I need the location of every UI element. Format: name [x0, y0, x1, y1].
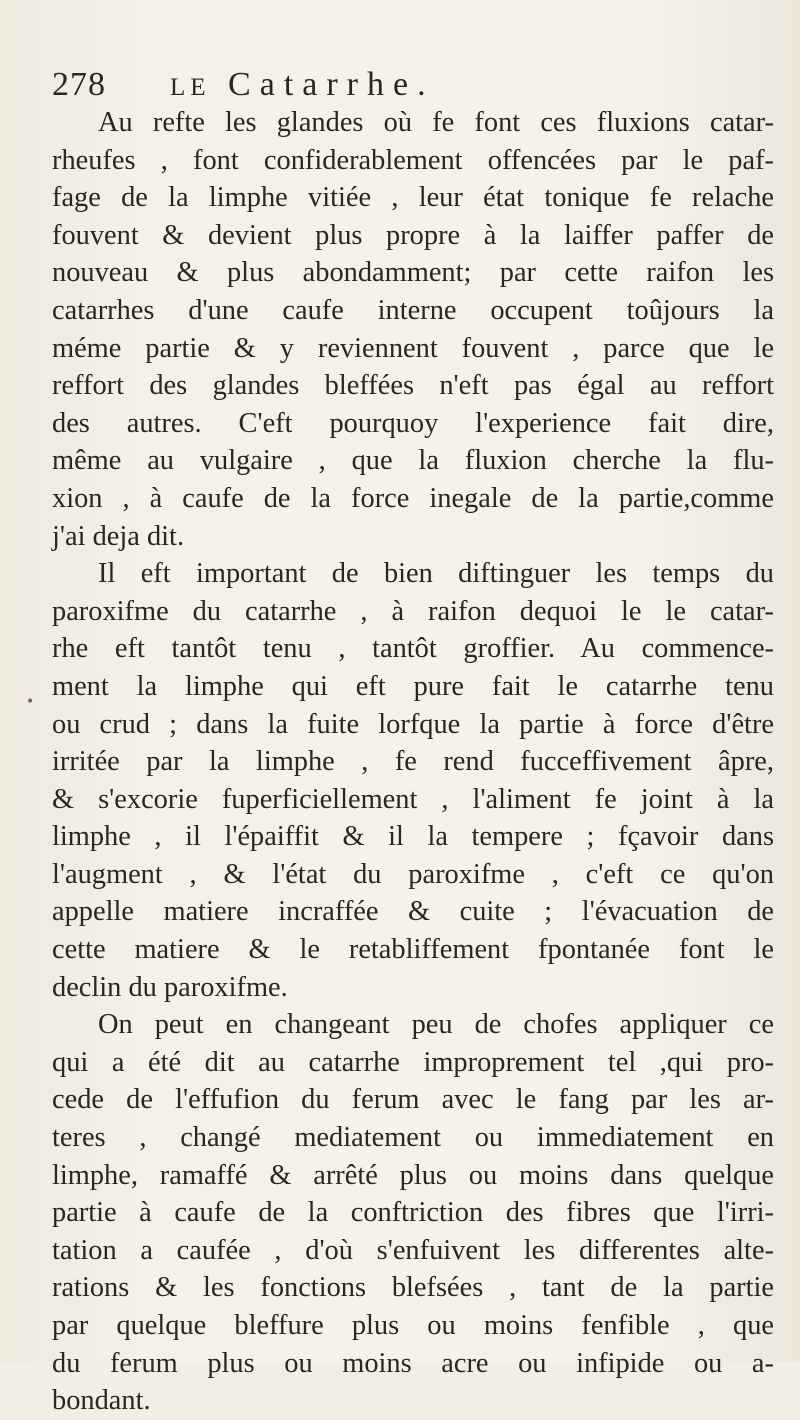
text-line: même au vulgaire , que la fluxion cherche la flu- — [52, 445, 774, 477]
text-line: xion , à caufe de la force inegale de la partie,comme — [52, 482, 774, 514]
text-line: ment la limphe qui eft pure fait le catarrhe tenu — [52, 670, 774, 702]
text-line: Il eft important de bien diftinguer les temps du — [98, 558, 774, 590]
text-line: bondant. — [52, 1385, 151, 1417]
text-line: nouveau & plus abondamment; par cette raifon les — [52, 257, 774, 289]
margin-dot: • — [26, 694, 35, 710]
paragraph-1 — [52, 104, 774, 555]
text-line: l'augment , & l'état du paroxifme , c'eft ce qu'on — [52, 858, 774, 890]
text-line: declin du paroxifme. — [52, 971, 288, 1003]
running-head — [170, 66, 435, 104]
text-line: fage de la limphe vitiée , leur état tonique fe relache — [52, 182, 774, 214]
text-line: rations & les fonctions blefsées , tant de la partie — [52, 1272, 774, 1304]
text-line: qui a été dit au catarrhe improprement tel ,qui pro- — [52, 1046, 774, 1078]
text-line: limphe, ramaffé & arrêté plus ou moins dans quelque — [52, 1159, 774, 1191]
text-line: rheufes , font confiderablement offencées par le paf- — [52, 144, 774, 176]
page-number: 278 — [52, 66, 106, 103]
paragraph-3 — [52, 1006, 774, 1420]
text-line: reffort des glandes bleffées n'eft pas égal au reffort — [52, 370, 774, 402]
text-line: partie à caufe de la conftriction des fibres que l'irri- — [52, 1197, 774, 1229]
text-line: appelle matiere incraffée & cuite ; l'évacuation de — [52, 896, 774, 928]
running-head-prefix: LE — [170, 74, 211, 101]
text-line: j'ai deja dit. — [52, 520, 185, 552]
text-line: Au refte les glandes où fe font ces fluxions catar- — [98, 107, 774, 138]
text-line: par quelque bleffure plus ou moins fenfible , que — [52, 1310, 774, 1341]
body-text — [52, 104, 774, 1420]
text-line: teres , changé mediatement ou immediatement en — [52, 1122, 774, 1154]
text-line: limphe , il l'épaiffit & il la tempere ; fçavoir dans — [52, 821, 774, 853]
text-line: rhe eft tantôt tenu , tantôt groffier. Au commence- — [52, 633, 774, 665]
text-line: fouvent & devient plus propre à la laiffer paffer de — [52, 219, 774, 251]
text-line: irritée par la limphe , fe rend fucceffivement âpre, — [52, 746, 774, 778]
text-line: On peut en changeant peu de chofes appliquer ce — [98, 1009, 774, 1041]
text-line: méme partie & y reviennent fouvent , parce que le — [52, 332, 774, 364]
text-line: ou crud ; dans la fuite lorfque la partie à force d'être — [52, 708, 774, 740]
text-line: des autres. C'eft pourquoy l'experience fait dire, — [52, 407, 774, 439]
text-line: & s'excorie fuperficiellement , l'aliment fe joint à la — [52, 783, 774, 815]
paragraph-2 — [52, 555, 774, 1006]
text-line: catarrhes d'une caufe interne occupent toûjours la — [52, 294, 774, 326]
text-line: cede de l'effufion du ferum avec le fang par les ar- — [52, 1084, 774, 1116]
text-line: paroxifme du catarrhe , à raifon dequoi le le catar- — [52, 595, 774, 627]
running-head-title: Catarrhe. — [228, 66, 435, 103]
text-line: du ferum plus ou moins acre ou infipide ou a- — [52, 1347, 774, 1379]
text-line: cette matiere & le retabliffement fpontanée font le — [52, 934, 774, 966]
text-line: tation a caufée , d'où s'enfuivent les differentes alte- — [52, 1234, 774, 1266]
